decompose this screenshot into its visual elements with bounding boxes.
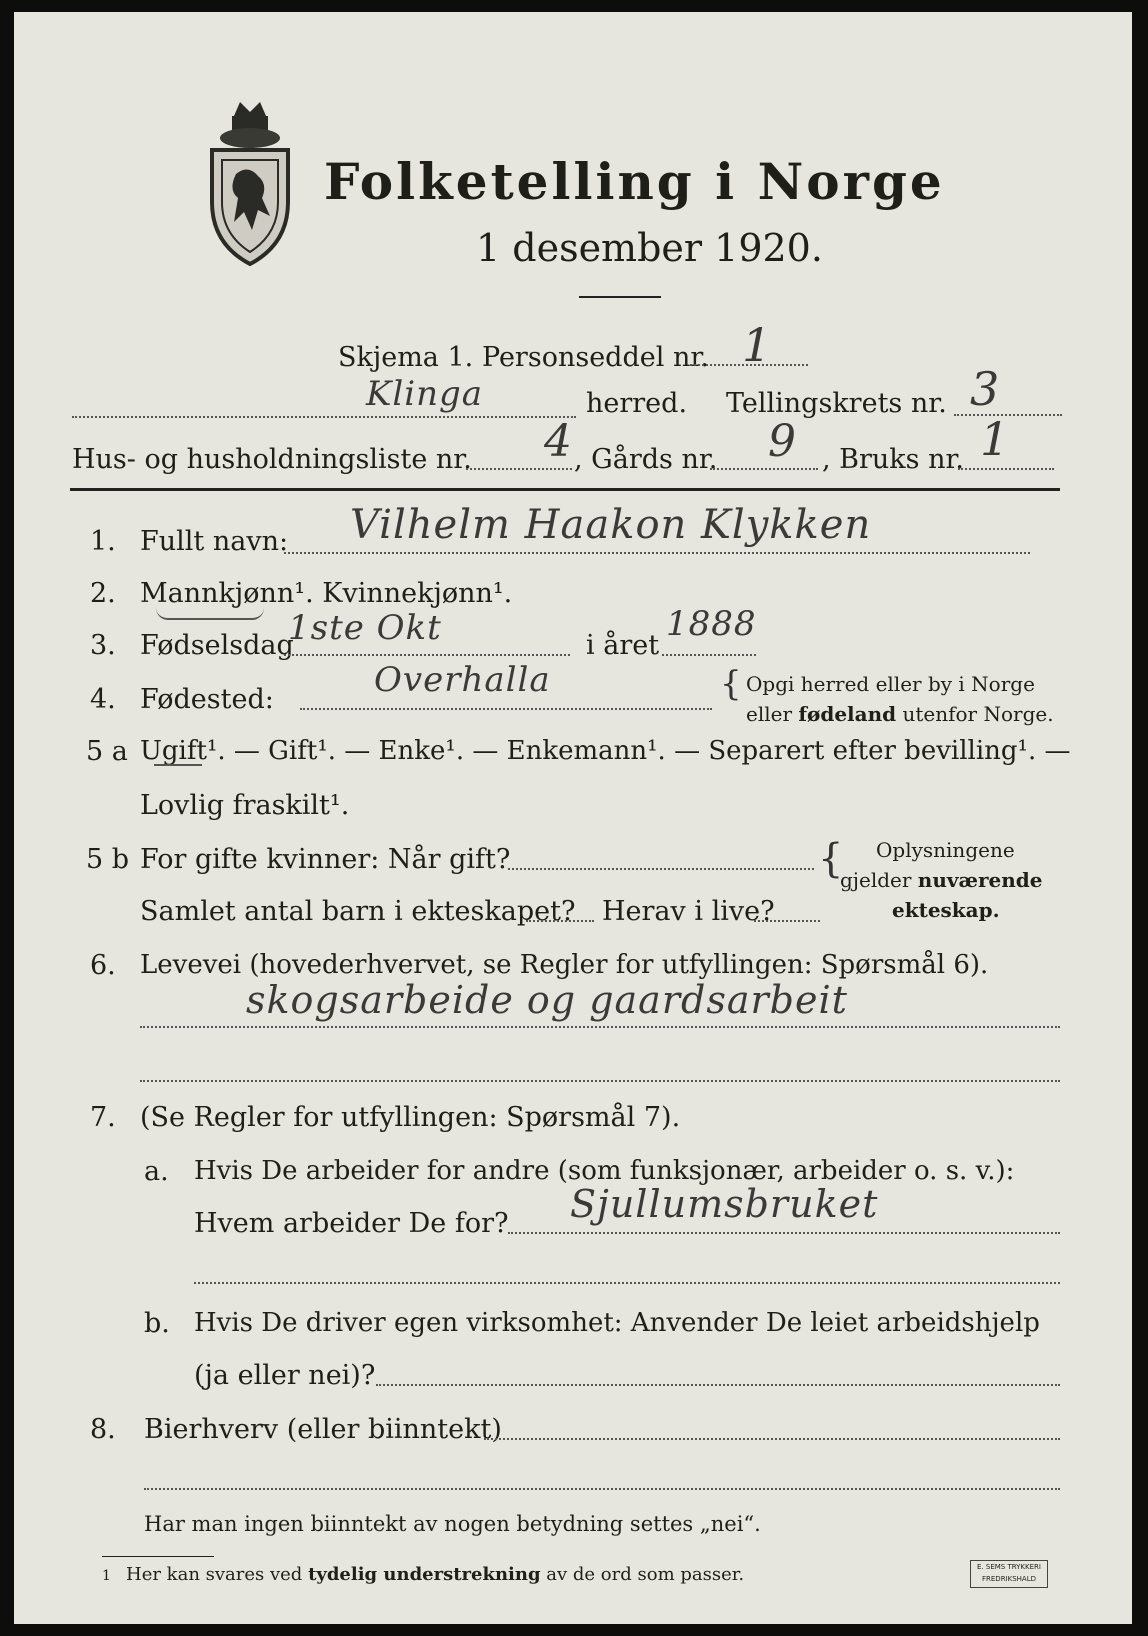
q2-number: 2.: [90, 578, 116, 609]
q1-number: 1.: [90, 526, 116, 557]
year-label: i året: [586, 630, 660, 661]
census-form-sheet: Folketelling i Norge 1 desember 1920. Skjema 1. Personseddel nr. 1 Klinga herred. Tellingskrets nr. 3 Hus- og husholdningsliste nr. 4 , Gårds nr. 9 , Bruks nr. 1 1. Fullt navn: Vilhelm Haakon Klykken 2. Mannkjønn¹. Kvinnekjønn¹. 3. Fødselsdag 1ste Okt i året 1888 4. Fødested: Overhalla { Opgi herred eller by i Norge eller fødeland utenfor Norge. 5 a Ugift¹. — Gift¹. — Enke¹. — Enkemann¹. — Separert efter bevilling¹. — Lovlig fraskilt¹. 5 b For gifte kvinner: Når gift? Samlet antal barn i ekteskapet? Herav i live? { Oplysningene gjelder nuværende ekteskap. 6. Levevei (hovederhvervet, se Regler for utfyllingen: Spørsmål 6). skogsarbeide og gaardsarbeit 7. (Se Regler for utfyllingen: Spørsmål 7). a. Hvis De arbeider for andre (som funksjonær, arbeider o. s. v.): Hvem arbeider De for? Sjullumsbruket b. Hvis De driver egen virksomhet: Anvender De leiet arbeidshjelp (ja eller nei)? 8. Bierhverv (eller biinntekt) Har man ingen biinntekt av nogen betydning settes „nei“. 1 Her kan svares ved tydelig understrekning av de ord som passer. E. SEMS TRYKKERI FREDRIKSHALD: [14, 12, 1132, 1624]
q7a-number: a.: [144, 1156, 169, 1187]
q1-label: Fullt navn:: [140, 526, 289, 557]
skjema-label: Skjema 1.: [338, 342, 474, 373]
herred-label: herred.: [586, 388, 688, 419]
q7-label: (Se Regler for utfyllingen: Spørsmål 7).: [140, 1102, 681, 1133]
no-income-note: Har man ingen biinntekt av nogen betydning settes „nei“.: [144, 1512, 761, 1536]
q3-label: Fødselsdag: [140, 630, 294, 661]
q4-number: 4.: [90, 684, 116, 715]
q6-number: 6.: [90, 950, 116, 981]
q8-label: Bierhverv (eller biinntekt): [144, 1414, 502, 1445]
husholdningsliste-label: Hus- og husholdningsliste nr.: [72, 444, 472, 475]
q7b-number: b.: [144, 1308, 170, 1339]
q7-number: 7.: [90, 1102, 116, 1133]
printer-stamp: E. SEMS TRYKKERI FREDRIKSHALD: [970, 1560, 1048, 1588]
marriage-note-2: gjelder nuværende: [840, 868, 1043, 892]
q7a-label: Hvis De arbeider for andre (som funksjonær, arbeider o. s. v.):: [194, 1156, 1015, 1186]
norwegian-coat-of-arms-icon: [204, 98, 296, 268]
gards-value[interactable]: 9: [768, 416, 797, 467]
q7b-label-2: (ja eller nei)?: [194, 1360, 376, 1391]
gards-label: , Gårds nr.: [574, 444, 718, 475]
bruks-label: , Bruks nr.: [822, 444, 965, 475]
bruks-value[interactable]: 1: [980, 412, 1011, 466]
footnote-text: Her kan svares ved tydelig understrekning av de ord som passer.: [126, 1564, 745, 1585]
mannkjonn-underline: [156, 608, 264, 620]
husholdningsliste-value[interactable]: 4: [544, 416, 573, 467]
q5b-number: 5 b: [86, 844, 130, 875]
gender-options: Mannkjønn¹. Kvinnekjønn¹.: [140, 578, 513, 609]
full-name-value[interactable]: Vilhelm Haakon Klykken: [350, 502, 872, 548]
q3-number: 3.: [90, 630, 116, 661]
tellingskrets-label: Tellingskrets nr.: [726, 388, 947, 419]
q8-number: 8.: [90, 1414, 116, 1445]
footnote-marker: 1: [102, 1568, 111, 1584]
personseddel-value[interactable]: 1: [742, 318, 773, 372]
header-rule: [70, 488, 1060, 491]
birth-year-value[interactable]: 1888: [666, 604, 757, 644]
q5b-alive-label: Herav i live?: [602, 896, 775, 927]
marital-status-options-2: Lovlig fraskilt¹.: [140, 790, 350, 821]
birthplace-note-1: Opgi herred eller by i Norge: [746, 672, 1035, 696]
marriage-note-1: Oplysningene: [876, 838, 1015, 862]
birthplace-note-2: eller fødeland utenfor Norge.: [746, 702, 1054, 726]
birthplace-value[interactable]: Overhalla: [374, 660, 551, 700]
form-date: 1 desember 1920.: [476, 226, 823, 270]
ugift-underline: [154, 764, 202, 766]
occupation-value[interactable]: skogsarbeide og gaardsarbeit: [246, 978, 848, 1022]
q5b-children-label: Samlet antal barn i ekteskapet?: [140, 896, 576, 927]
marital-status-options: Ugift¹. — Gift¹. — Enke¹. — Enkemann¹. — Separert efter bevilling¹. —: [140, 736, 1071, 766]
employer-value[interactable]: Sjullumsbruket: [570, 1182, 879, 1226]
birthday-value[interactable]: 1ste Okt: [288, 608, 442, 648]
q6-label: Levevei (hovederhvervet, se Regler for utfyllingen: Spørsmål 6).: [140, 950, 989, 980]
personseddel-label: Personseddel nr.: [482, 342, 709, 373]
form-title: Folketelling i Norge: [324, 152, 945, 211]
q5b-label: For gifte kvinner: Når gift?: [140, 844, 511, 875]
q4-label: Fødested:: [140, 684, 274, 715]
herred-value[interactable]: Klinga: [366, 374, 484, 414]
footnote-rule: [102, 1556, 214, 1557]
q7a-employer-label: Hvem arbeider De for?: [194, 1208, 509, 1239]
q5a-number: 5 a: [86, 736, 128, 767]
marriage-note-3: ekteskap.: [892, 898, 1000, 922]
title-divider: [579, 296, 661, 298]
q7b-label: Hvis De driver egen virksomhet: Anvender De leiet arbeidshjelp: [194, 1308, 1040, 1338]
tellingskrets-value[interactable]: 3: [970, 362, 1001, 416]
